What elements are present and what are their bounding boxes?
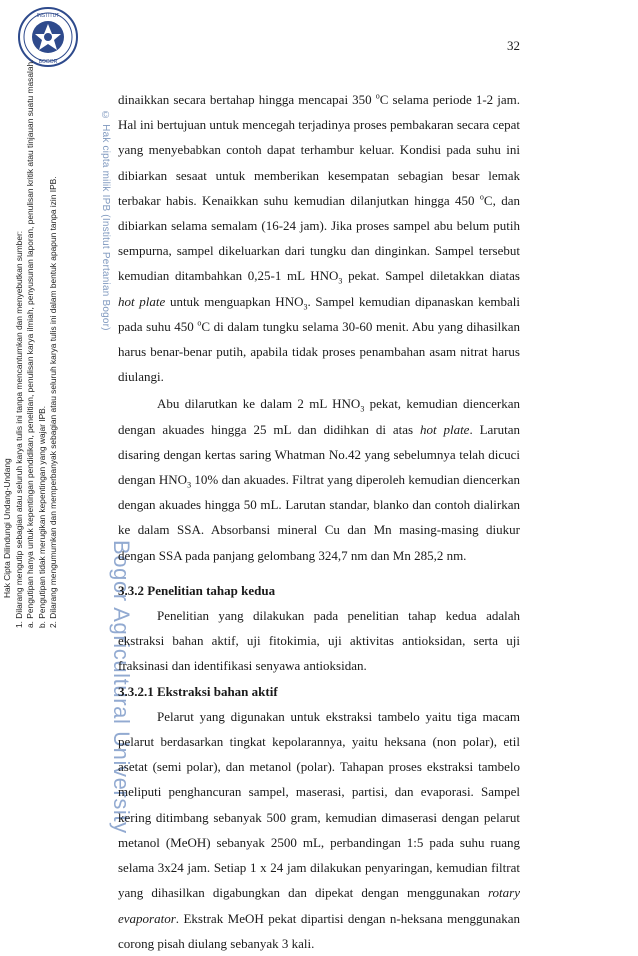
- paragraph-dissolution: Abu dilarutkan ke dalam 2 mL $HNO_3$ pekat, kemudian diencerkan dengan akuades hingga 25 mL dan didihkan di atas hot plate. Larutan disaring dengan kertas saring Whatman No.42 yang sebelumnya telah dicuci dengan $HNO_3$ 10% dan akuades. Filtrat yang diperoleh kemudian diencerkan dengan akuades hingga 50 mL. Larutan standar, blanko dan contoh dialirkan ke dalam SSA. Absorbansi mineral Cu dan Mn masing-masing diukur dengan SSA pada panjang gelombang 324,7 nm dan Mn 285,2 nm.: [118, 396, 521, 563]
- paragraph-stage-two: Penelitian yang dilakukan pada penelitian tahap kedua adalah ekstraksi bahan aktif, uji fitokimia, uji aktivitas antioksidan, serta uji fraksinasi dan identifikasi senyawa antioksidan.: [118, 608, 520, 674]
- svg-text:INSTITUT: INSTITUT: [36, 13, 60, 19]
- copyright-notice-rule-1: 1. Dilarang mengutip sebagian atau seluruh karya tulis ini tanpa mencantumkan dan menyebutkan sumber:: [13, 230, 24, 628]
- copyright-notice-sidebar: [0, 0, 80, 902]
- copyright-notice-rule-1b: b. Pengutipan tidak merugikan kepentingan yang wajar IPB.: [36, 405, 47, 628]
- paragraph-extraction: Pelarut yang digunakan untuk ekstraksi tambelo yaitu tiga macam pelarut berdasarkan tingkat kepolarannya, yaitu heksana (non polar), etil asetat (semi polar), dan metanol (polar). Tahapan proses ekstraksi tambelo meliputi penghancuran sampel, maserasi, partisi, dan evaporasi. Sampel kering ditimbang sebanyak 500 gram, kemudian dimaserasi dengan pelarut metanol (MeOH) sebanyak 2500 mL, perbandingan 1:5 pada suhu ruang selama 3x24 jam. Setiap 1 x 24 jam dilakukan penyaringan, kemudian filtrat yang dihasilkan digabungkan dan dipekat dengan menggunakan rotary evaporator. Ekstrak MeOH pekat dipartisi dengan n-heksana menggunakan corong pisah diulang sebanyak 3 kali.: [118, 708, 520, 951]
- copyright-notice-rule-2: 2. Dilarang mengumumkan dan memperbanyak sebagian atau seluruh karya tulis ini dalam bentuk apapun tanpa izin IPB.: [48, 176, 59, 628]
- svg-text:BOGOR: BOGOR: [38, 59, 58, 65]
- section-heading-3-3-2: 3.3.2 Penelitian tahap kedua: [118, 582, 276, 598]
- university-watermark: Bogor Agricultural University: [109, 540, 134, 834]
- page-body: [118, 87, 520, 956]
- copyright-notice-title: Hak Cipta Dilindungi Undang-Undang: [2, 458, 12, 598]
- copyright-notice-rule-1a: a. Pengutipan hanya untuk kepentingan pendidikan, penelitian, penulisan karya ilmiah, penyusunan laporan, penulisan kritik atau tinjauan suatu masalah.: [25, 59, 36, 628]
- copyright-watermark: © Hak cipta milik IPB (Institut Pertanian Bogor): [100, 110, 111, 331]
- paragraph-ashing: dinaikkan secara bertahap hingga mencapai 350 $^o$C selama periode 1-2 jam. Hal ini bertujuan untuk mencegah terjadinya proses pembakaran secara cepat yang menyebabkan contoh dapat terhambur keluar. Kondisi pada suhu ini dibiarkan sesaat untuk memberikan kesempatan sebagian besar lemak terbakar habis. Kenaikkan suhu kemudian dilanjutkan hingga 450 $^o$C, dan dibiarkan selama semalam (16-24 jam). Jika proses sampel abu belum putih sempurna, sampel dikeluarkan dari tungku dan dinginkan. Sampel tersebut kemudian ditambahkan 0,25-1 mL $HNO_3$ pekat. Sampel diletakkan diatas hot plate untuk menguapkan $HNO_3$. Sampel kemudian dipanaskan kembali pada suhu 450 $^o$C di dalam tungku selama 30-60 menit. Abu yang dihasilkan harus benar-benar putih, apabila tidak proses penambahan asam nitrat harus diulangi.: [118, 91, 521, 385]
- page-number: 32: [507, 38, 520, 53]
- section-heading-3-3-2-1: 3.3.2.1 Ekstraksi bahan aktif: [118, 683, 278, 699]
